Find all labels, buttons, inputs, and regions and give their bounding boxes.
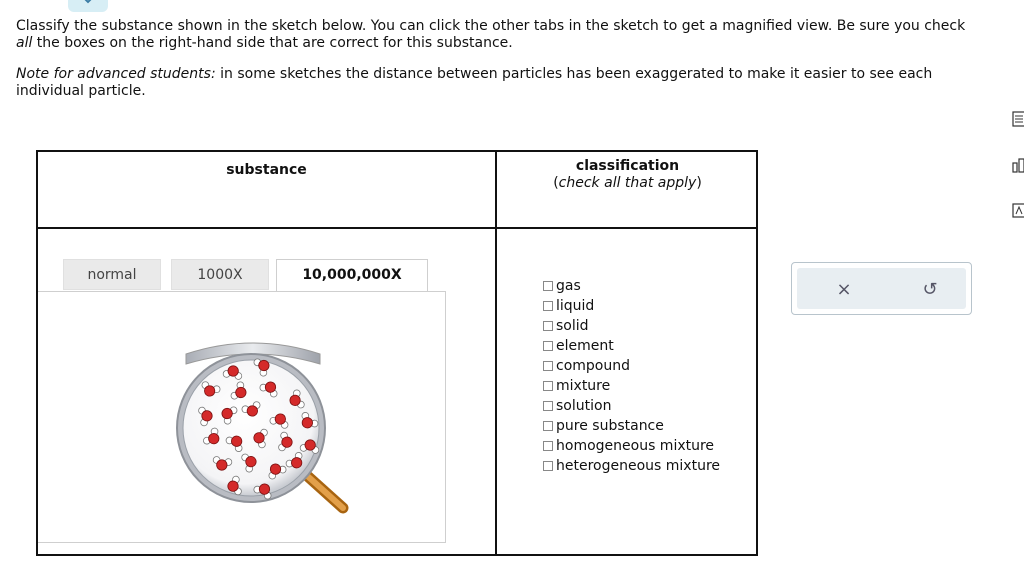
answer-actions <box>791 262 972 315</box>
option-pure-substance[interactable] <box>543 416 720 436</box>
option-label: mixture <box>556 378 611 394</box>
clear-button[interactable]: × <box>829 276 859 302</box>
checkbox[interactable] <box>543 341 553 351</box>
table-divider-vertical <box>495 152 497 554</box>
checkbox[interactable] <box>543 281 553 291</box>
option-label: pure substance <box>556 418 664 434</box>
classification-options <box>543 276 720 476</box>
collapse-tab[interactable] <box>68 0 108 12</box>
checkbox[interactable] <box>543 421 553 431</box>
table-divider-horizontal <box>38 227 756 229</box>
option-gas[interactable] <box>543 276 720 296</box>
undo-button[interactable]: ↺ <box>915 276 945 302</box>
checkbox[interactable] <box>543 461 553 471</box>
magnifier-handle-highlight <box>303 472 343 508</box>
option-solution[interactable] <box>543 396 720 416</box>
option-label: solid <box>556 318 589 334</box>
option-liquid[interactable] <box>543 296 720 316</box>
calculator-icon[interactable] <box>1012 111 1024 127</box>
tab-1000x[interactable]: 1000X <box>171 259 269 290</box>
classification-table <box>36 150 758 556</box>
checkbox[interactable] <box>543 301 553 311</box>
checkbox[interactable] <box>543 401 553 411</box>
option-label: solution <box>556 398 612 414</box>
option-homogeneous-mixture[interactable] <box>543 436 720 456</box>
option-label: liquid <box>556 298 595 314</box>
option-compound[interactable] <box>543 356 720 376</box>
option-label: element <box>556 338 614 354</box>
checkbox[interactable] <box>543 381 553 391</box>
magnified-sketch <box>38 292 446 544</box>
option-label: homogeneous mixture <box>556 438 715 454</box>
checkbox[interactable] <box>543 361 553 371</box>
option-element[interactable] <box>543 336 720 356</box>
magnification-tabs <box>38 259 495 291</box>
substance-header: substance <box>226 162 307 178</box>
option-heterogeneous-mixture[interactable] <box>543 456 720 476</box>
option-label: compound <box>556 358 630 374</box>
instruction-text: Classify the substance shown in the sketch below. You can click the other tabs in the sketch to get a magnified view. Be sure you check all the boxes on the right-hand side that are correct for this substance. <box>16 18 966 51</box>
chart-icon[interactable] <box>1012 157 1024 173</box>
tab-10000000x[interactable]: 10,000,000X <box>276 259 428 292</box>
option-label: heterogeneous mixture <box>556 458 721 474</box>
sketch-panel <box>38 291 446 543</box>
option-solid[interactable] <box>543 316 720 336</box>
option-mixture[interactable] <box>543 376 720 396</box>
option-label: gas <box>556 278 581 294</box>
classification-title: classification <box>575 158 680 174</box>
checkbox[interactable] <box>543 321 553 331</box>
tab-normal[interactable]: normal <box>63 259 161 290</box>
magnifier-glass <box>183 360 319 496</box>
classification-header <box>497 158 758 192</box>
chevron-down-icon <box>77 0 99 5</box>
advanced-note: Note for advanced students: in some sketches the distance between particles has been exaggerated to make it easier to see each individual particle. <box>16 66 933 99</box>
instructions <box>16 18 986 114</box>
classification-subtitle: (check all that apply) <box>553 175 702 191</box>
checkbox[interactable] <box>543 441 553 451</box>
periodic-table-icon[interactable] <box>1012 203 1024 219</box>
action-bar <box>797 268 966 309</box>
